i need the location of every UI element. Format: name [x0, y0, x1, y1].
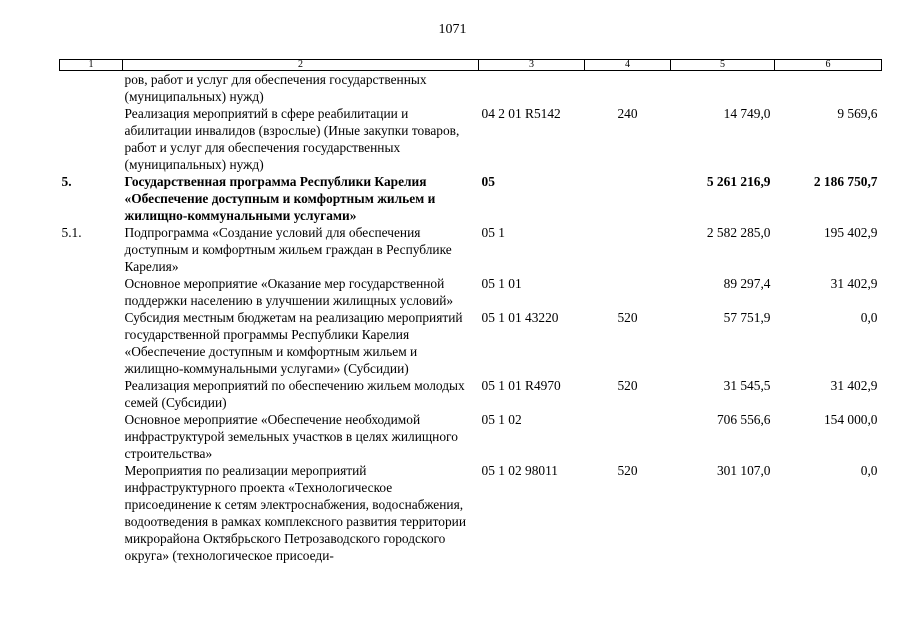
column-header: 5	[671, 60, 775, 71]
row-name: ров, работ и услуг для обеспечения государственных (муниципальных) нужд)	[124, 72, 427, 104]
row-amount-1: 89 297,4	[723, 276, 771, 291]
row-code: 05 1 02	[481, 412, 522, 427]
row-amount-1: 14 749,0	[723, 106, 771, 121]
row-amount-1: 5 261 216,9	[706, 174, 771, 189]
row-code: 05 1	[481, 225, 505, 240]
row-amount-2: 0,0	[860, 463, 878, 478]
row-code: 05	[481, 174, 495, 189]
row-index	[60, 71, 123, 106]
row-amount-1: 57 751,9	[723, 310, 771, 325]
column-header: 4	[585, 60, 671, 71]
row-amount-1: 2 582 285,0	[706, 225, 771, 240]
row-amount-2: 9 569,6	[837, 106, 878, 121]
row-name: Подпрограмма «Создание условий для обеспечения доступным и комфортным жильем граждан в Республике Карелия»	[124, 225, 452, 274]
table-row	[60, 309, 882, 377]
row-expense-type: 520	[617, 310, 638, 325]
row-code: 05 1 01 R4970	[481, 378, 561, 393]
row-expense-type: 240	[617, 106, 638, 121]
row-code: 04 2 01 R5142	[481, 106, 561, 121]
row-code: 05 1 02 98011	[481, 463, 558, 478]
row-index	[60, 411, 123, 462]
table-row	[60, 411, 882, 462]
table-row	[60, 173, 882, 224]
row-name: Субсидия местным бюджетам на реализацию мероприятий государственной программы Республики Карелия «Обеспечение доступным и комфортным жильем и жилищно-коммунальными услугами» (Субсидии)	[124, 310, 463, 376]
row-index	[60, 275, 123, 309]
column-header: 3	[479, 60, 585, 71]
row-amount-2: 154 000,0	[823, 412, 878, 427]
row-name: Реализация мероприятий в сфере реабилитации и абилитации инвалидов (взрослые) (Иные закупки товаров, работ и услуг для обеспечения государственных (муниципальных) нужд)	[124, 106, 460, 172]
row-name: Мероприятия по реализации мероприятий инфраструктурного проекта «Технологическое присоединение к сетям электроснабжения, водоснабжения, водоотведения в рамках комплексного развития территории микрорайона Октябрьского Петрозаводского городского округа» (технологическое присоеди-	[124, 463, 466, 563]
row-amount-2: 0,0	[860, 310, 878, 325]
row-code: 05 1 01	[481, 276, 522, 291]
row-amount-1: 31 545,5	[723, 378, 771, 393]
table-row	[60, 275, 882, 309]
row-expense-type: 520	[617, 378, 638, 393]
row-expense-type	[585, 411, 671, 462]
row-code: 05 1 01 43220	[481, 310, 559, 325]
row-expense-type	[585, 173, 671, 224]
row-expense-type	[585, 275, 671, 309]
column-header: 2	[123, 60, 479, 71]
row-amount-1	[671, 71, 775, 106]
row-index	[60, 105, 123, 173]
row-index	[60, 377, 123, 411]
row-index	[60, 462, 123, 564]
row-expense-type	[585, 71, 671, 106]
row-amount-2: 31 402,9	[830, 378, 878, 393]
row-amount-2: 31 402,9	[830, 276, 878, 291]
row-name: Реализация мероприятий по обеспечению жильем молодых семей (Субсидии)	[124, 378, 465, 410]
row-amount-2: 2 186 750,7	[813, 174, 878, 189]
table-row	[60, 71, 882, 106]
budget-table	[59, 59, 882, 564]
row-amount-2	[775, 71, 882, 106]
row-index	[60, 309, 123, 377]
row-index: 5.	[61, 174, 72, 189]
table-row	[60, 224, 882, 275]
row-expense-type: 520	[617, 463, 638, 478]
table-body	[60, 71, 882, 565]
row-amount-2: 195 402,9	[823, 225, 878, 240]
row-index: 5.1.	[61, 225, 82, 240]
column-header: 1	[60, 60, 123, 71]
table-row	[60, 462, 882, 564]
column-header: 6	[775, 60, 882, 71]
column-number-row	[60, 60, 882, 71]
row-expense-type	[585, 224, 671, 275]
row-code	[479, 71, 585, 106]
table-row	[60, 105, 882, 173]
page-number: 1071	[438, 22, 467, 37]
row-amount-1: 301 107,0	[716, 463, 771, 478]
row-name: Основное мероприятие «Обеспечение необходимой инфраструктурой земельных участков в целях жилищного строительства»	[124, 412, 458, 461]
row-amount-1: 706 556,6	[716, 412, 771, 427]
row-name: Основное мероприятие «Оказание мер государственной поддержки населению в улучшении жилищных условий»	[124, 276, 454, 308]
table-row	[60, 377, 882, 411]
row-name: Государственная программа Республики Карелия «Обеспечение доступным и комфортным жильем и жилищно-коммунальными услугами»	[124, 174, 436, 223]
